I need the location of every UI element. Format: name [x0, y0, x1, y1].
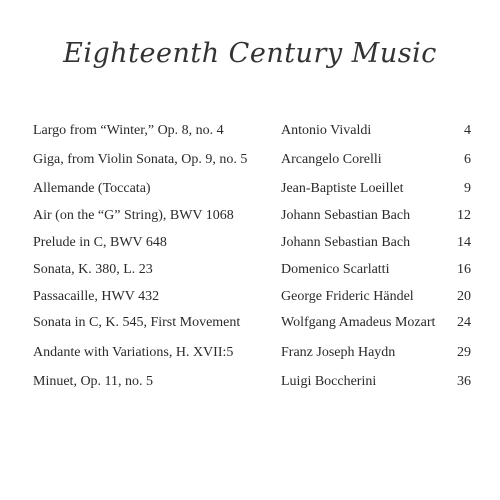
page-number: 24 — [457, 315, 471, 330]
list-item — [0, 260, 500, 280]
piece-title: Minuet, Op. 11, no. 5 — [33, 374, 154, 389]
composer-name: Wolfgang Amadeus Mozart — [281, 315, 436, 330]
page-number: 12 — [457, 208, 471, 223]
piece-title: Allemande (Toccata) — [33, 181, 151, 196]
page-number: 4 — [464, 123, 471, 138]
page-number: 29 — [457, 345, 471, 360]
composer-name: Johann Sebastian Bach — [281, 235, 411, 250]
list-item — [0, 287, 500, 307]
composer-name: Antonio Vivaldi — [281, 123, 372, 138]
page-number: 9 — [464, 181, 471, 196]
piece-title: Prelude in C, BWV 648 — [33, 235, 167, 250]
list-item — [0, 121, 500, 141]
piece-title: Sonata, K. 380, L. 23 — [33, 262, 153, 277]
page-number: 16 — [457, 262, 471, 277]
piece-title: Air (on the “G” String), BWV 1068 — [33, 208, 234, 223]
piece-title: Largo from “Winter,” Op. 8, no. 4 — [33, 123, 224, 138]
composer-name: Domenico Scarlatti — [281, 262, 390, 277]
piece-title: Giga, from Violin Sonata, Op. 9, no. 5 — [33, 152, 248, 167]
list-item — [0, 313, 500, 333]
piece-title: Andante with Variations, H. XVII:5 — [33, 345, 234, 360]
composer-name: Jean-Baptiste Loeillet — [281, 181, 404, 196]
page-number: 20 — [457, 289, 471, 304]
piece-title: Sonata in C, K. 545, First Movement — [33, 315, 241, 330]
page-title: Eighteenth Century Music — [63, 38, 437, 69]
page-number: 6 — [464, 152, 471, 167]
list-item — [0, 343, 500, 363]
page-number: 36 — [457, 374, 471, 389]
composer-name: Johann Sebastian Bach — [281, 208, 411, 223]
composer-name: Luigi Boccherini — [281, 374, 377, 389]
list-item — [0, 206, 500, 226]
composer-name: George Frideric Händel — [281, 289, 414, 304]
list-item — [0, 150, 500, 170]
composer-name: Arcangelo Corelli — [281, 152, 382, 167]
page-number: 14 — [457, 235, 471, 250]
list-item — [0, 372, 500, 392]
list-item — [0, 179, 500, 199]
composer-name: Franz Joseph Haydn — [281, 345, 396, 360]
list-item — [0, 233, 500, 253]
piece-title: Passacaille, HWV 432 — [33, 289, 160, 304]
